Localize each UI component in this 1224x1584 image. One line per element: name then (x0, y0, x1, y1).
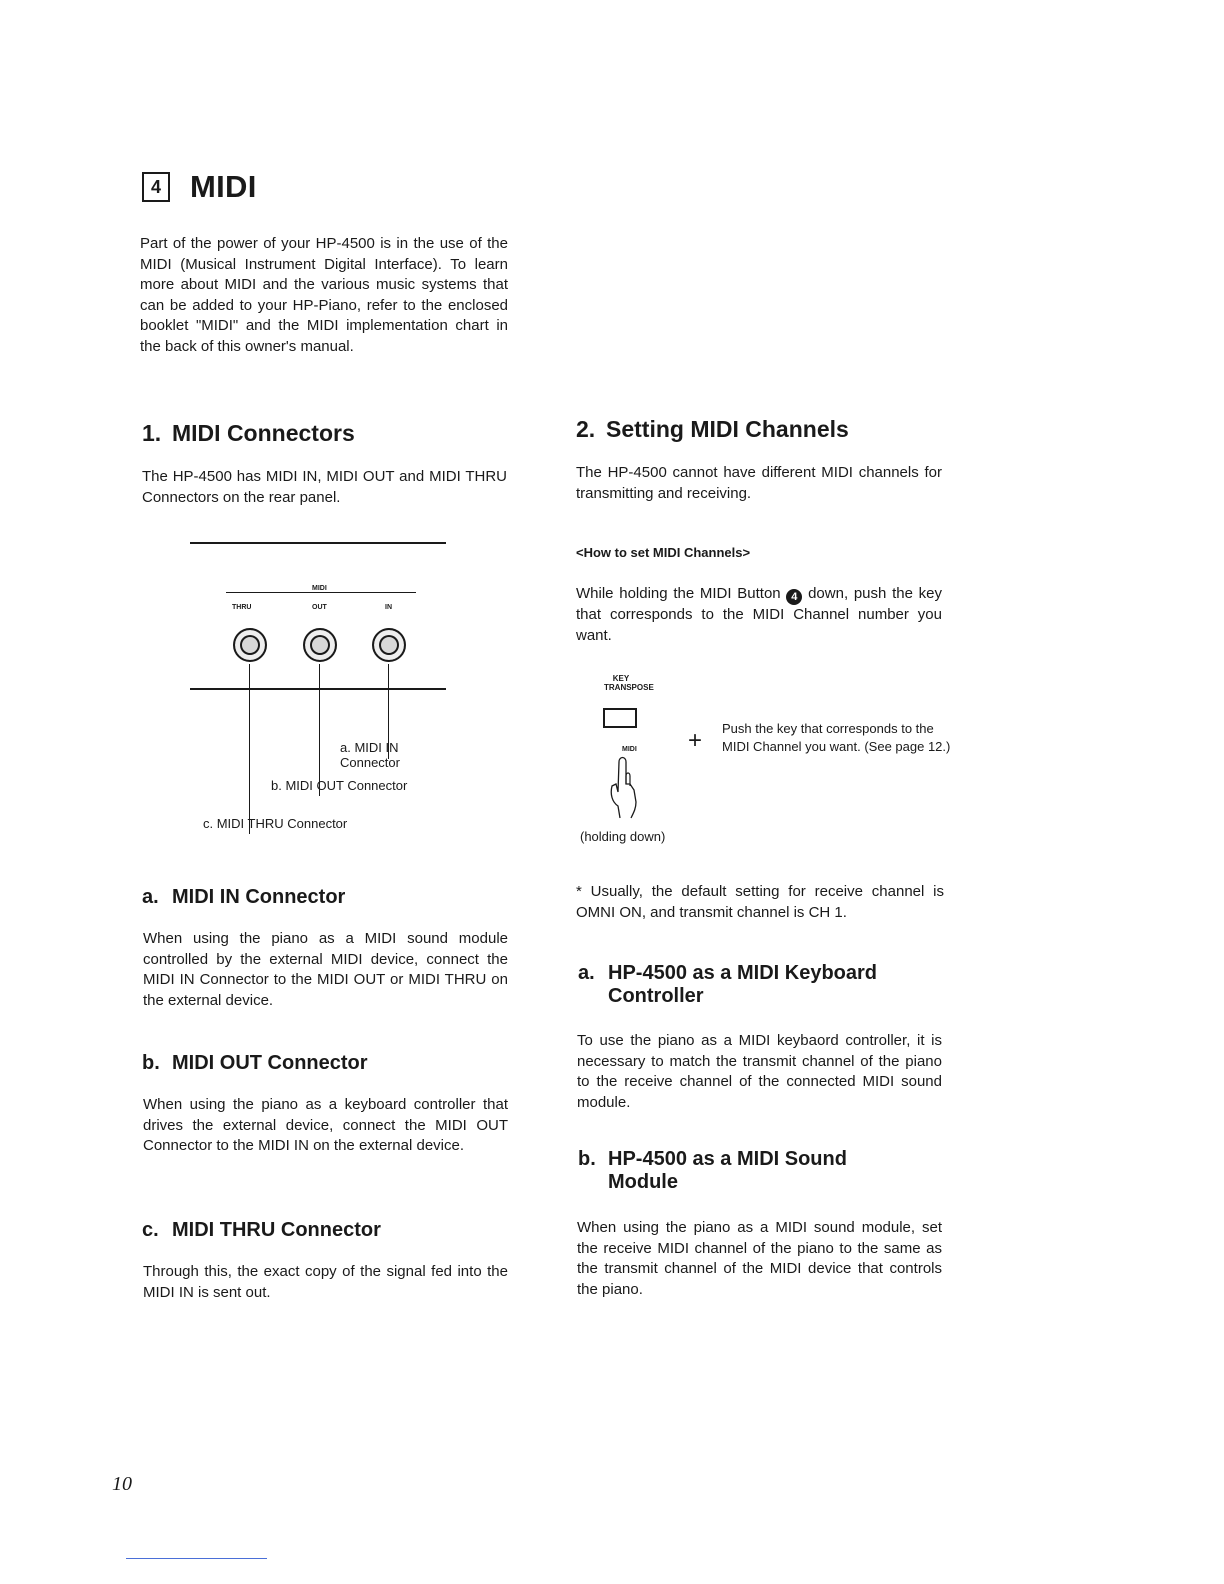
footer-rule (126, 1558, 267, 1559)
connectors-number: 1. (142, 420, 162, 446)
midi-in-heading (142, 886, 345, 909)
section-number-box: 4 (142, 172, 170, 202)
plus-sign: + (688, 727, 703, 754)
midi-button-number-badge: 4 (786, 589, 802, 605)
midi-out-body: When using the piano as a keyboard controller that drives the external device, connect the MIDI OUT Connector to the MIDI IN on the external device. (143, 1096, 508, 1154)
midi-thru-heading (142, 1219, 381, 1242)
midi-out-letter: b. (142, 1052, 160, 1074)
keyboard-controller-heading (578, 962, 918, 1008)
panel-bottom-rule (190, 688, 446, 690)
connectors-title: MIDI Connectors (172, 420, 355, 446)
default-setting-note: * Usually, the default setting for receive channel is OMNI ON, and transmit channel is CH 1. (576, 883, 944, 921)
midi-button-icon (603, 708, 637, 728)
page-number: 10 (112, 1473, 132, 1495)
midi-in-body: When using the piano as a MIDI sound module controlled by the external MIDI device, connect the MIDI IN Connector to the MIDI OUT or MIDI THRU on the external device. (143, 930, 508, 1009)
keyboard-controller-body: To use the piano as a MIDI keybaord controller, it is necessary to match the transmit channel of the piano to the receive channel of the connected MIDI sound module. (577, 1032, 942, 1111)
sound-module-title: HP-4500 as a MIDI Sound Module (608, 1148, 847, 1193)
page-title: MIDI (190, 169, 257, 204)
sound-module-letter: b. (578, 1148, 596, 1170)
connectors-heading (142, 420, 355, 447)
out-jack-icon (303, 628, 337, 662)
holding-down-label: (holding down) (580, 829, 666, 844)
jack-label-in: IN (385, 604, 392, 611)
connector-diagram (190, 540, 446, 840)
midi-thru-title: MIDI THRU Connector (172, 1219, 381, 1241)
panel-top-rule (190, 542, 446, 544)
intro-paragraph: Part of the power of your HP-4500 is in the use of the MIDI (Musical Instrument Digital Interface). To learn more about MIDI and the various music systems that can be added to your HP-Piano, refer to the enclosed booklet "MIDI" and the MIDI implementation chart in the back of this owner's manual. (140, 235, 508, 355)
channels-title: Setting MIDI Channels (606, 416, 849, 442)
midi-out-title: MIDI OUT Connector (172, 1052, 368, 1074)
midi-in-letter: a. (142, 886, 159, 908)
thru-jack-icon (233, 628, 267, 662)
panel-label: MIDI (312, 585, 327, 592)
midi-button-label: MIDI (622, 746, 637, 753)
sound-module-body: When using the piano as a MIDI sound module, set the receive MIDI channel of the piano to the same as the transmit channel of the MIDI device that controls the piano. (577, 1219, 942, 1298)
callout-midi-thru: c. MIDI THRU Connector (203, 816, 348, 831)
jack-label-thru: THRU (232, 604, 252, 611)
jack-label-out: OUT (312, 604, 327, 611)
channels-number: 2. (576, 416, 596, 442)
panel-label-rule (226, 592, 416, 593)
key-transpose-label: KEY TRANSPOSE (604, 674, 654, 692)
howto-subhead: <How to set MIDI Channels> (576, 545, 751, 560)
keyboard-controller-title: HP-4500 as a MIDI Keyboard Controller (608, 962, 877, 1007)
connectors-body: The HP-4500 has MIDI IN, MIDI OUT and MIDI THRU Connectors on the rear panel. (142, 468, 507, 506)
midi-out-heading (142, 1052, 368, 1075)
channels-body: The HP-4500 cannot have different MIDI channels for transmitting and receiving. (576, 464, 942, 502)
callout-midi-out: b. MIDI OUT Connector (271, 778, 408, 793)
sound-module-heading (578, 1148, 878, 1194)
out-leader-line (319, 664, 320, 796)
howto-body-after: down, push the key that corresponds to the MIDI Channel number you want. (576, 585, 942, 644)
thru-leader-line (249, 664, 250, 834)
keyboard-controller-letter: a. (578, 962, 595, 984)
callout-midi-in: a. MIDI IN Connector (340, 740, 400, 770)
push-key-instruction: Push the key that corresponds to the MIDI Channel you want. (See page 12.) (722, 721, 951, 754)
in-jack-icon (372, 628, 406, 662)
channels-heading (576, 416, 849, 443)
midi-in-title: MIDI IN Connector (172, 886, 346, 908)
pressing-finger-icon (604, 754, 644, 822)
midi-thru-body: Through this, the exact copy of the signal fed into the MIDI IN is sent out. (143, 1263, 508, 1301)
midi-thru-letter: c. (142, 1219, 159, 1241)
howto-body-before: While holding the MIDI Button (576, 585, 781, 602)
howto-body (576, 584, 942, 646)
